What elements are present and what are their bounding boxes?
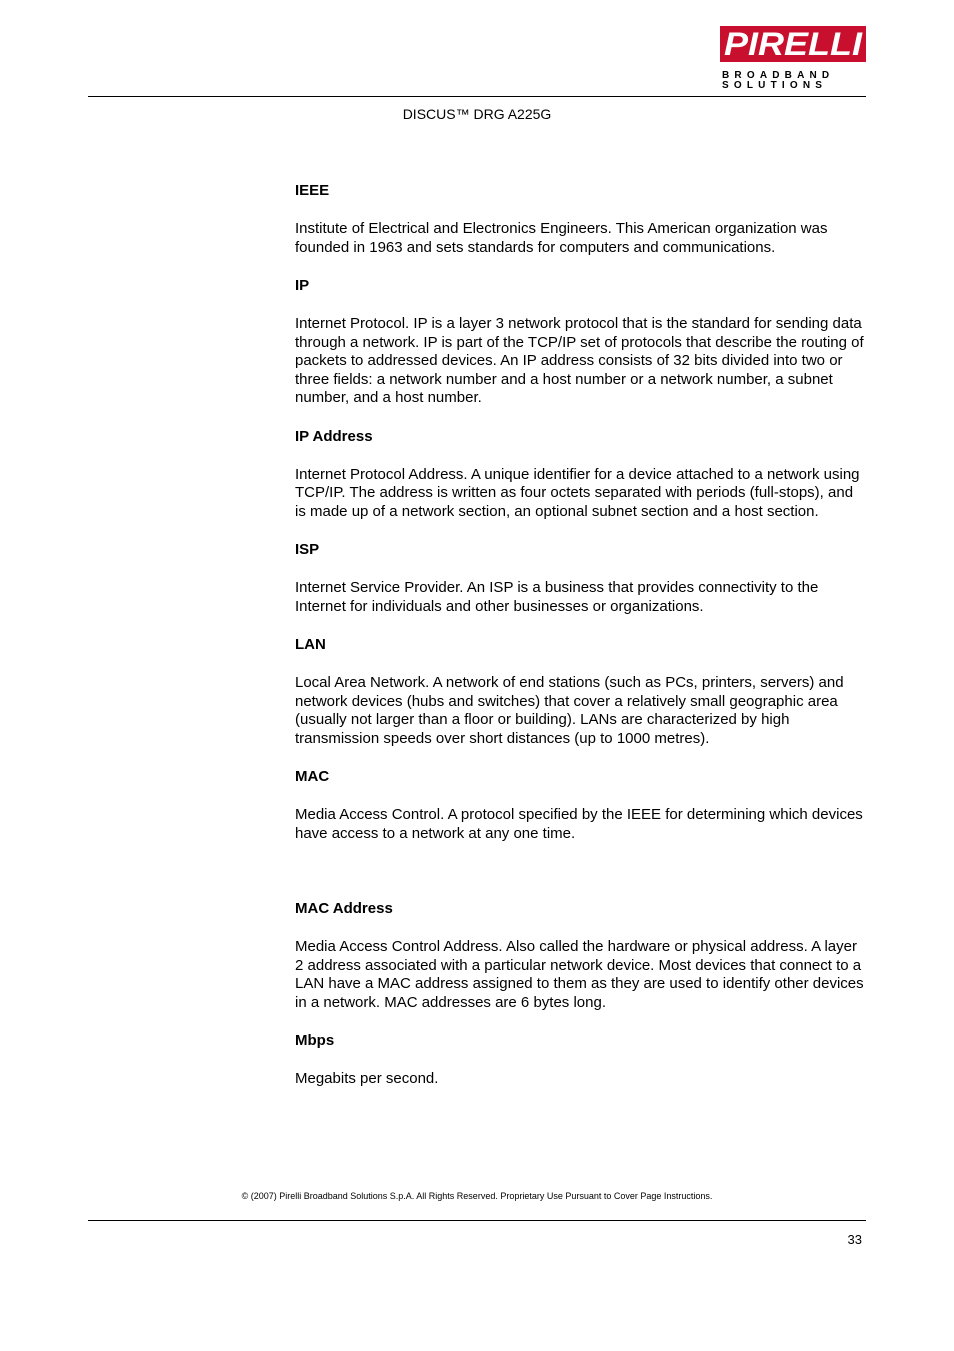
glossary-definition: Internet Protocol Address. A unique identifier for a device attached to a network using TCP/IP. The address is written as four octets separated with periods (full-stops), and is made up of a network section, an optional subnet section and a host section. [295, 465, 860, 520]
glossary-term: IP [295, 277, 310, 294]
header-divider [88, 96, 866, 97]
glossary-definition: Megabits per second. [295, 1070, 439, 1087]
glossary-definition: Media Access Control Address. Also called the hardware or physical address. A layer 2 address associated with a particular network device. Most devices that connect to a LAN have a MAC address assigned to them as they are used to identify other devices in a network. MAC addresses are 6 bytes long. [295, 938, 864, 1011]
logo-wordmark-text: PIRELLI [724, 26, 864, 62]
logo-subtitle-solutions: SOLUTIONS [722, 80, 828, 91]
glossary-term: ISP [295, 541, 320, 558]
document-title: DISCUS™ DRG A225G [402, 106, 552, 122]
glossary-definition: Local Area Network. A network of end stations (such as PCs, printers, servers) and network devices (hubs and switches) that cover a relatively small geographic area (usually not larger than a floor or building). LANs are characterized by high transmission speeds over short distances (up to 1000 metres). [295, 674, 844, 747]
glossary-term: LAN [295, 636, 326, 653]
glossary-definition: Internet Service Provider. An ISP is a business that provides connectivity to the Internet for individuals and other businesses or organizations. [295, 579, 819, 615]
glossary-definition: Internet Protocol. IP is a layer 3 network protocol that is the standard for sending data through a network. IP is part of the TCP/IP set of protocols that describe the routing of packets to addressed devices. An IP address consists of 32 bits divided into two or three fields: a network number and a host number or a network number, a subnet number, and a host number. [295, 315, 864, 406]
glossary-entry-mbps [295, 1032, 865, 1089]
glossary-entry-ieee [295, 182, 865, 257]
logo-subtitle-broadband: BROADBAND [722, 70, 835, 81]
glossary-entry-mac-address [295, 900, 865, 1012]
copyright-notice: © (2007) Pirelli Broadband Solutions S.p.A. All Rights Reserved. Proprietary Use Pursuant to Cover Page Instructions. [241, 1191, 713, 1201]
glossary-definition: Institute of Electrical and Electronics Engineers. This American organization was founded in 1963 and sets standards for computers and communications. [295, 220, 828, 256]
pirelli-logo-wordmark [720, 26, 866, 62]
glossary-term: IEEE [295, 182, 330, 199]
glossary-entry-ip-address [295, 428, 865, 522]
glossary-term: MAC [295, 768, 330, 785]
glossary-definition: Media Access Control. A protocol specified by the IEEE for determining which devices have access to a network at any one time. [295, 806, 863, 842]
glossary-term: IP Address [295, 427, 373, 445]
footer-divider [88, 1220, 866, 1221]
glossary-entry-lan [295, 636, 865, 748]
glossary-term: Mbps [295, 1032, 335, 1049]
glossary-entry-isp [295, 541, 865, 616]
glossary-term: MAC Address [295, 900, 393, 917]
glossary-entry-mac [295, 768, 865, 843]
glossary-entry-ip [295, 277, 865, 408]
pirelli-logo [720, 26, 866, 90]
glossary-section [295, 182, 865, 1109]
page-number: 33 [847, 1232, 862, 1247]
